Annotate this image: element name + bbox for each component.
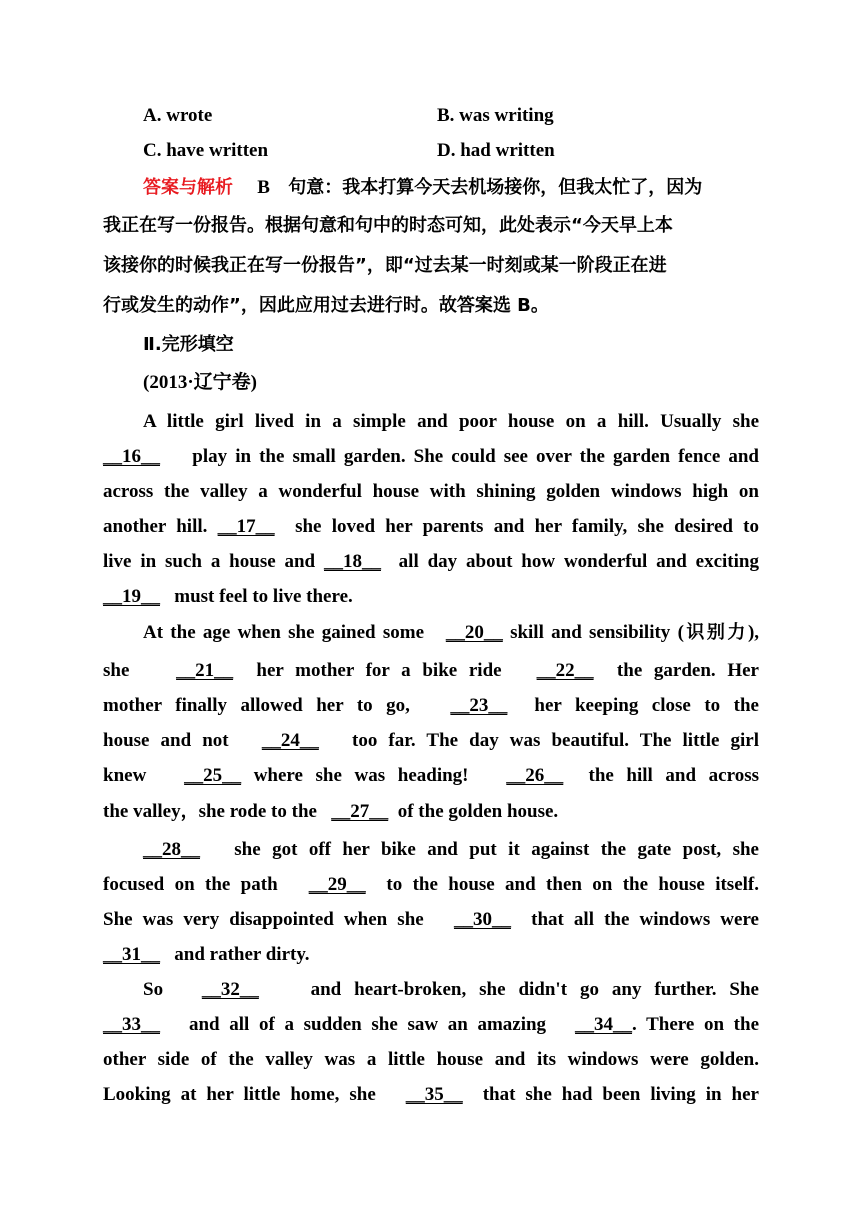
passage-text: and heart-broken, she didn't go any further. She <box>258 979 759 1000</box>
blank-number: __21__ <box>176 660 234 681</box>
answer-text-3: 该接你的时候我正在写一份报告”，即“过去某一时刻或某一阶段正在进 <box>103 255 667 276</box>
passage-text: house and not <box>103 730 262 751</box>
passage-line <box>103 1083 759 1107</box>
blank-number: __27__ <box>331 801 389 822</box>
passage-line <box>103 943 759 967</box>
answer-line-1 <box>143 176 759 200</box>
passage-text: . There on the <box>632 1014 760 1035</box>
passage-line <box>103 873 759 897</box>
passage-text: that she had been living in her <box>462 1084 759 1105</box>
section-source: (2013·辽宁卷) <box>143 372 257 393</box>
blank-number: __26__ <box>506 765 564 786</box>
passage-text: of the golden house. <box>388 801 559 822</box>
passage-line <box>103 445 759 469</box>
passage-text: she got off her bike and put it against the gate post, she <box>200 839 759 860</box>
passage-text: focused on the path <box>103 874 309 895</box>
passage-text: she loved her parents and her family, she desired to <box>274 516 760 537</box>
passage-text: where she was heading! <box>241 765 507 786</box>
blank-number: __18__ <box>323 551 381 572</box>
blank-number: __22__ <box>536 660 594 681</box>
blank-number: __28__ <box>143 839 200 860</box>
blank-number: __31__ <box>103 944 160 965</box>
section-title: Ⅱ.完形填空 <box>143 334 234 355</box>
blank-number: __32__ <box>201 979 259 1000</box>
passage-text: she <box>103 660 177 681</box>
passage-text: and rather dirty. <box>160 944 310 965</box>
passage-line <box>103 729 759 753</box>
passage-text: skill and sensibility ( <box>502 622 684 643</box>
passage-text: Looking at her little home, she <box>103 1084 406 1105</box>
passage-line <box>103 764 759 788</box>
blank-number: __35__ <box>405 1084 463 1105</box>
blank-number: __17__ <box>217 516 275 537</box>
option-c: C. have written <box>143 140 269 161</box>
passage-text: her mother for a bike ride <box>233 660 537 681</box>
answer-label: 答案与解析 <box>143 177 233 198</box>
passage-text: too far. The day was beautiful. The little girl <box>318 730 759 751</box>
passage-line <box>103 908 759 932</box>
passage-text: ), <box>747 622 760 643</box>
passage-text: At the age when she gained some <box>143 622 446 643</box>
passage-text: another hill. <box>103 516 218 537</box>
passage-line <box>103 515 759 539</box>
passage-line <box>103 659 759 683</box>
blank-number: __19__ <box>103 586 160 607</box>
passage-text: So <box>143 979 202 1000</box>
answer-text-1: 句意：我本打算今天去机场接你，但我太忙了，因为 <box>288 177 703 198</box>
passage-line <box>143 621 759 645</box>
blank-number: __24__ <box>261 730 319 751</box>
passage-text: the garden. Her <box>593 660 759 681</box>
passage-text: knew <box>103 765 185 786</box>
blank-number: __16__ <box>103 446 160 467</box>
passage-line <box>103 1048 759 1072</box>
passage-text: and all of a sudden she saw an amazing <box>160 1014 576 1035</box>
passage-text: she rode to the <box>198 801 332 822</box>
passage-text: the valley <box>103 801 181 822</box>
passage-text: her keeping close to the <box>507 695 759 716</box>
blank-number: __34__ <box>575 1014 633 1035</box>
passage-text: must feel to live there. <box>160 586 353 607</box>
passage-text: She was very disappointed when she <box>103 909 454 930</box>
passage-line <box>103 800 759 824</box>
passage-text: to the house and then on the house itself. <box>365 874 759 895</box>
passage-text: all day about how wonderful and exciting <box>380 551 759 572</box>
option-d: D. had written <box>437 140 555 161</box>
passage-line <box>143 978 759 1002</box>
answer-text-4: 行或发生的动作”，因此应用过去进行时。故答案选 B。 <box>103 295 549 316</box>
passage-line <box>143 410 759 434</box>
passage-text: A little girl lived in a simple and poor house on a hill. Usually she <box>143 411 759 432</box>
passage-line <box>103 585 759 609</box>
blank-number: __25__ <box>184 765 242 786</box>
passage-text: the hill and across <box>563 765 759 786</box>
passage-text: live in such a house and <box>103 551 324 572</box>
passage-text: mother finally allowed her to go, <box>103 695 451 716</box>
passage-line <box>103 480 759 504</box>
passage-line <box>143 838 759 862</box>
blank-number: __23__ <box>450 695 508 716</box>
passage-text: that all the windows were <box>510 909 759 930</box>
passage-text: ， <box>180 801 199 822</box>
passage-line <box>103 1013 759 1037</box>
passage-text: other side of the valley was a little house and its windows were golden. <box>103 1049 759 1070</box>
passage-line <box>103 694 759 718</box>
answer-key: B <box>257 177 270 198</box>
blank-number: __33__ <box>103 1014 160 1035</box>
option-b: B. was writing <box>437 105 554 126</box>
answer-text-2: 我正在写一份报告。根据句意和句中的时态可知，此处表示“今天早上本 <box>103 215 673 236</box>
blank-number: __29__ <box>308 874 366 895</box>
passage-line <box>103 550 759 574</box>
blank-number: __20__ <box>445 622 503 643</box>
option-a: A. wrote <box>143 105 213 126</box>
passage-text: across the valley a wonderful house with shining golden windows high on <box>103 481 759 502</box>
blank-number: __30__ <box>453 909 511 930</box>
passage-text: play in the small garden. She could see over the garden fence and <box>160 446 759 467</box>
passage-text: 识别力 <box>683 622 748 643</box>
